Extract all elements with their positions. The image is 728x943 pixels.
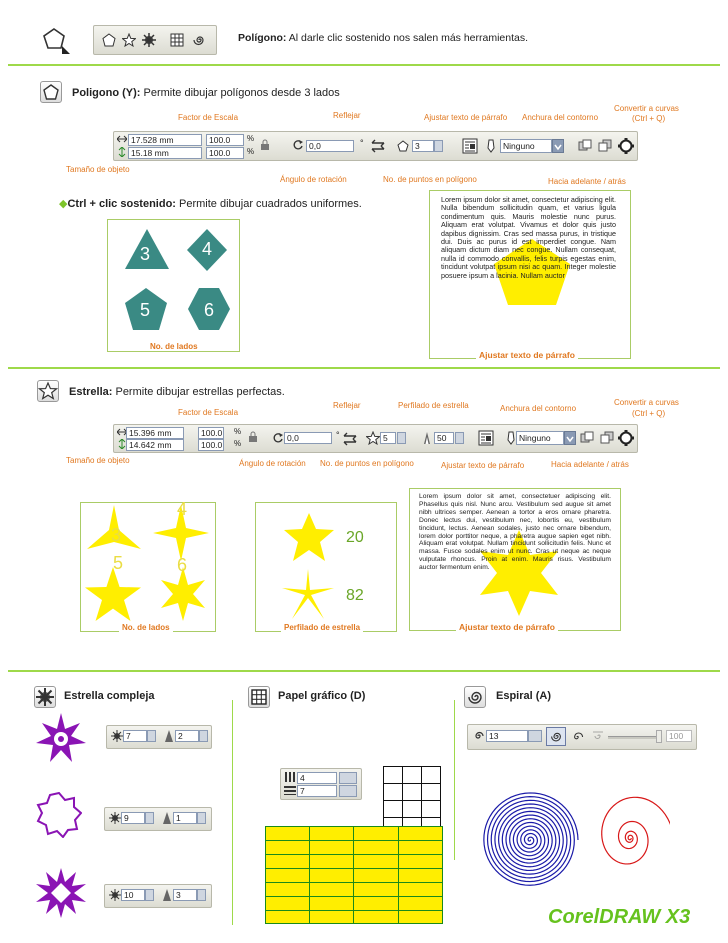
complex-sharp-spinner-3[interactable] — [197, 889, 206, 901]
complex-star-bar-1 — [106, 725, 212, 749]
star-sharpness-spinner[interactable] — [455, 432, 464, 444]
graph-rows-field[interactable]: 7 — [297, 785, 337, 797]
star-section-icon — [37, 380, 59, 402]
complex-sharp-field-3[interactable]: 3 — [173, 889, 197, 901]
rotation-icon — [292, 139, 304, 151]
star-outline-dropdown-arrow[interactable] — [564, 431, 576, 445]
star-outline-select[interactable]: Ninguno — [516, 431, 564, 445]
coreldraw-logo: CorelDRAW X3 — [548, 906, 691, 928]
complex-points-spinner-3[interactable] — [145, 889, 154, 901]
polygon-points-spinner[interactable] — [434, 140, 443, 152]
complex-points-field-1[interactable]: 7 — [123, 730, 147, 742]
star-mirror-icon[interactable] — [342, 430, 358, 448]
star-to-front-icon[interactable] — [580, 431, 594, 445]
complex-star-icon[interactable] — [142, 33, 156, 47]
polygon-wrap-caption: Ajustar texto de párrafo — [476, 350, 578, 360]
wrap-text-icon[interactable] — [462, 138, 478, 154]
spiral-revolutions-field[interactable]: 13 — [486, 730, 528, 742]
star-wrap-text-icon[interactable] — [478, 430, 494, 446]
polygon-icon[interactable] — [102, 33, 116, 47]
label-convertir-shortcut: (Ctrl + Q) — [632, 114, 666, 123]
top-heading — [238, 32, 528, 44]
complex-star-heading: Estrella compleja — [64, 690, 155, 702]
spiral-revolutions-icon — [472, 730, 484, 742]
graph-rows-icon — [284, 785, 296, 795]
ctrl-click-heading — [59, 197, 362, 210]
complex-sharp-icon-2 — [161, 812, 173, 824]
complex-star-section-icon — [34, 686, 56, 708]
star-sharpness-panel — [255, 502, 397, 632]
divider-2 — [8, 367, 720, 369]
star-label-puntos: No. de puntos en polígono — [320, 459, 414, 468]
diamond-bullet-icon: ◆ — [59, 198, 68, 210]
complex-sharp-spinner-1[interactable] — [199, 730, 208, 742]
graph-grid-yellow — [265, 826, 443, 924]
polygon-tool-icon[interactable] — [40, 26, 72, 56]
star-4-number: 4 — [177, 499, 188, 519]
star-heading-text: Permite dibujar estrellas perfectas. — [112, 386, 285, 398]
star-scale-x-percent: % — [234, 427, 242, 436]
scale-y-field[interactable]: 100.0 — [206, 147, 244, 159]
red-logarithmic-spiral — [590, 788, 670, 888]
complex-points-spinner-1[interactable] — [147, 730, 156, 742]
symmetric-spiral-button[interactable] — [546, 727, 566, 746]
mirror-icon[interactable] — [370, 137, 386, 155]
label-ajustar: Ajustar texto de párrafo — [424, 113, 508, 122]
pen-outline-icon — [486, 139, 496, 153]
expansion-slider-thumb[interactable] — [656, 730, 662, 743]
star-sharp-82-value: 82 — [346, 587, 364, 604]
spiral-section-icon — [464, 686, 486, 708]
star-sharp-20-shape — [284, 513, 334, 561]
outline-width-select[interactable]: Ninguno — [500, 139, 552, 153]
label-reflejar: Reflejar — [333, 111, 361, 120]
outline-dropdown-arrow[interactable] — [552, 139, 564, 153]
star-scale-y-field[interactable]: 100.0 — [198, 439, 224, 451]
complex-points-field-3[interactable]: 10 — [121, 889, 145, 901]
scale-x-percent: % — [247, 134, 255, 143]
convert-to-curves-icon[interactable] — [618, 138, 634, 154]
star-heading — [69, 386, 285, 398]
spiral-heading: Espiral (A) — [496, 690, 552, 702]
graph-rows-spinner[interactable] — [339, 785, 357, 797]
scale-y-percent: % — [247, 147, 255, 156]
star-6-number: 6 — [177, 555, 188, 575]
label-hacia: Hacia adelante / atrás — [548, 177, 626, 186]
star-5-number: 5 — [113, 553, 124, 573]
expansion-slider-track[interactable] — [608, 736, 660, 739]
star-label-hacia: Hacia adelante / atrás — [551, 460, 629, 469]
star-5-shape — [85, 567, 141, 621]
star-label-tamano: Tamaño de objeto — [66, 456, 130, 465]
polygon-points-field[interactable]: 3 — [412, 140, 434, 152]
complex-sharp-field-2[interactable]: 1 — [173, 812, 197, 824]
label-convertir: Convertir a curvas — [614, 104, 679, 113]
polygon-sides-panel — [107, 219, 240, 352]
object-height-field[interactable]: 15.18 mm — [128, 147, 202, 159]
star-label-perfilado: Perfilado de estrella — [398, 401, 469, 410]
star-rotation-field[interactable]: 0,0 — [284, 432, 332, 444]
star-sides-caption: No. de lados — [119, 623, 173, 632]
diamond-number: 4 — [202, 239, 213, 259]
ctrl-click-text: Permite dibujar cuadrados uniformes. — [175, 198, 362, 210]
graph-columns-icon — [284, 772, 296, 782]
complex-points-icon-2 — [109, 812, 121, 824]
triangle-number: 3 — [140, 244, 151, 264]
star-sharp-20-value: 20 — [346, 529, 364, 546]
object-width-field[interactable]: 17.528 mm — [128, 134, 202, 146]
divider-3 — [8, 670, 720, 672]
star-sharpness-icon — [420, 431, 434, 445]
spiral-property-bar — [467, 724, 697, 750]
star-sharpness-field[interactable]: 50 — [434, 432, 454, 444]
scale-x-field[interactable]: 100.0 — [206, 134, 244, 146]
complex-star-7-shape — [36, 713, 86, 763]
to-back-icon[interactable] — [598, 139, 612, 153]
to-front-icon[interactable] — [578, 139, 592, 153]
graph-paper-section-icon — [248, 686, 270, 708]
rotation-angle-field[interactable]: 0,0 — [306, 140, 354, 152]
star-points-spinner[interactable] — [397, 432, 406, 444]
star-label-reflejar: Reflejar — [333, 401, 361, 410]
hexagon-number: 6 — [204, 300, 215, 320]
expansion-factor-icon — [592, 730, 604, 742]
graph-columns-field[interactable]: 4 — [297, 772, 337, 784]
polygon-section-icon — [40, 81, 62, 103]
label-anchura: Anchura del contorno — [522, 113, 599, 122]
polygon-heading-bold: Poligono (Y): — [72, 87, 141, 99]
star-label-anchura: Anchura del contorno — [500, 404, 577, 413]
height-arrows-icon — [117, 147, 127, 157]
divider-1 — [8, 64, 720, 66]
complex-star-bar-2 — [104, 807, 212, 831]
complex-points-icon-3 — [109, 889, 121, 901]
top-heading-text: Al darle clic sostenido nos salen más herramientas. — [286, 32, 529, 44]
polygon-lorem-text: Lorem ipsum dolor sit amet, consectetur adipiscing elit. Nulla bibendum sollicitudin quam, et varius ligula condimentum quis. Mauris molestie nunc purus. Aliquam erat volutpat. Vivamus et dolor quis justo dapibus dignissim. Cras sed massa purus, in tristique dui. Duis ac purus id est imperdiet congue. Nam aliquam dictum diam nec congue. Nullam consequat, nulla id commodo convallis, felis turpis egestas enim, tincidunt volutpat ipsum nisi ac quam. Integer molestie posuere ipsum a lacinia. Nullam auctor — [441, 196, 616, 280]
rotation-degree-symbol: ° — [360, 138, 364, 148]
star-to-back-icon[interactable] — [600, 431, 614, 445]
expansion-factor-field[interactable]: 100 — [666, 730, 692, 742]
lock-ratio-icon[interactable] — [260, 139, 270, 151]
star-width-field[interactable]: 15.396 mm — [126, 427, 184, 439]
star-convert-to-curves-icon[interactable] — [618, 430, 634, 446]
star-sides-panel — [80, 499, 216, 632]
ctrl-click-bold: Ctrl + clic sostenido: — [67, 198, 176, 210]
polygon-property-bar — [113, 131, 638, 161]
complex-star-bar-3 — [104, 884, 212, 908]
graph-columns-spinner[interactable] — [339, 772, 357, 784]
complex-points-field-2[interactable]: 9 — [121, 812, 145, 824]
graph-grid-3x4 — [383, 766, 441, 834]
star-lock-ratio-icon[interactable] — [248, 431, 258, 443]
star-label-factor: Factor de Escala — [178, 408, 239, 417]
complex-sharp-field-1[interactable]: 2 — [175, 730, 199, 742]
label-factor-escala: Factor de Escala — [178, 113, 239, 122]
blue-symmetric-spiral — [480, 790, 580, 890]
polygon-panel-caption: No. de lados — [147, 342, 201, 351]
star-rotation-degree: ° — [336, 430, 340, 440]
bottom-vertical-divider-2 — [454, 700, 455, 860]
star-rotation-icon — [272, 432, 284, 444]
graph-paper-icon[interactable] — [170, 33, 184, 47]
complex-sharp-icon-3 — [161, 889, 173, 901]
polygon-points-icon — [396, 139, 410, 153]
complex-points-icon-1 — [111, 730, 123, 742]
spiral-icon[interactable] — [192, 33, 206, 47]
star-label-ajustar: Ajustar texto de párrafo — [441, 461, 525, 470]
star-wrap-caption: Ajustar texto de párrafo — [456, 622, 558, 632]
star-points-icon — [366, 431, 380, 445]
star-scale-y-percent: % — [234, 439, 242, 448]
complex-sharp-icon-1 — [163, 730, 175, 742]
graph-paper-bar — [280, 768, 362, 800]
star-label-convertir-shortcut: (Ctrl + Q) — [632, 409, 666, 418]
label-puntos: No. de puntos en polígono — [383, 175, 477, 184]
star-icon[interactable] — [122, 33, 136, 47]
star-pen-icon — [506, 431, 516, 445]
star-scale-x-field[interactable]: 100.0 — [198, 427, 224, 439]
width-arrows-icon — [117, 134, 127, 144]
complex-sharp-spinner-2[interactable] — [197, 812, 206, 824]
label-tamano: Tamaño de objeto — [66, 165, 130, 174]
polygon-heading — [72, 87, 340, 99]
polygon-flyout-toolbar — [93, 25, 217, 55]
polygon-heading-text: Permite dibujar polígonos desde 3 lados — [140, 87, 340, 99]
star-property-bar — [113, 424, 638, 453]
star-sharp-82-shape — [282, 569, 334, 619]
star-label-convertir: Convertir a curvas — [614, 398, 679, 407]
star-sharpness-caption: Perfilado de estrella — [281, 623, 363, 632]
star-heading-bold: Estrella: — [69, 386, 113, 398]
star-3-number: 3 — [111, 525, 122, 545]
top-heading-bold: Polígono: — [238, 32, 287, 44]
star-label-angulo: Ángulo de rotación — [239, 459, 306, 468]
star-points-field[interactable]: 5 — [380, 432, 396, 444]
label-angulo: Ángulo de rotación — [280, 175, 347, 184]
complex-star-9-shape — [36, 792, 82, 838]
spiral-revolutions-spinner[interactable] — [528, 730, 542, 742]
star-height-field[interactable]: 14.642 mm — [126, 439, 184, 451]
pentagon-number: 5 — [140, 300, 151, 320]
graph-paper-heading: Papel gráfico (D) — [278, 690, 366, 702]
logarithmic-spiral-icon[interactable] — [570, 730, 584, 744]
complex-star-10-shape — [36, 868, 86, 918]
bottom-vertical-divider-1 — [232, 700, 233, 925]
star-lorem-text: Lorem ipsum dolor sit amet, consectetuer adipiscing elit. Phasellus quis nisl. Nunc arcu. Vestibulum sed augue sit amet nibh ultrices semper. Aenean a tortor a eros ornare pharetra. Donec lectus dui, vestibulum nec, lobortis eu, vestibulum tincidunt, lectus. Aenean sodales, justo nec ornare bibendum, lorem dolor porttitor neque, a pharetra augue sapien eget nibh. Aliquam erat volutpat. Nullam tincidunt sollicitudin felis. Nunc et massa. Fusce sodales enim ut nunc. Cras ut neque ac neque vulputate rhoncus. Proin at enim. Mauris risus. Vestibulum auctor fermentum enim. — [419, 493, 611, 572]
complex-points-spinner-2[interactable] — [145, 812, 154, 824]
